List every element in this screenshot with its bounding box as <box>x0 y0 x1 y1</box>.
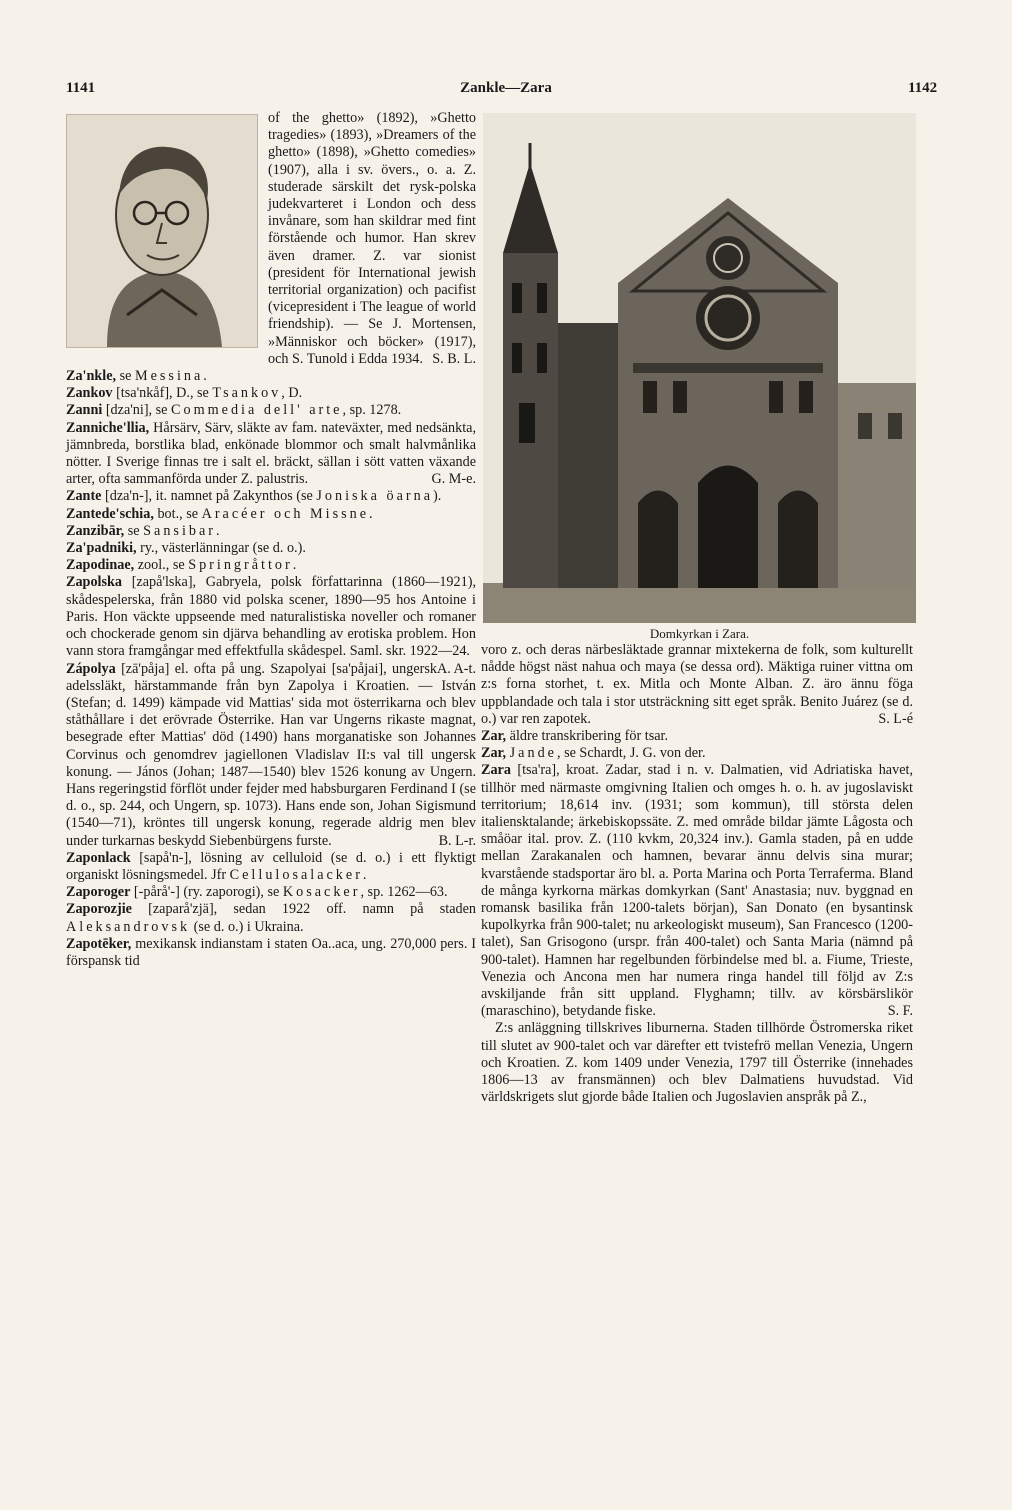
entry-text: mexikansk indianstam i staten Oa..aca, ung. 270,000 pers. I förspansk tid <box>66 935 476 969</box>
dictionary-entry <box>66 936 476 970</box>
entry-text: [zapå'lska], Gabryela, polsk författarinna (1860—1921), skådespelerska, från 1880 vid polska scener, 1890—95 hos Antoine i Paris. Hon väckte uppseende med naturalistiska noveller och romaner och chockerade genom sin djärva behandling av erotiska problem. Hon vann stora framgångar med effektfulla skådespel. Saml. skr. 1922—24. <box>66 574 476 660</box>
entry-cross-reference: Jande <box>509 745 557 762</box>
dictionary-entry <box>481 728 913 745</box>
entry-text: zool., se <box>134 557 189 574</box>
dictionary-entry <box>66 402 476 419</box>
entry-text: se <box>124 522 144 539</box>
entry-text: ry., västerlänningar (se d. o.). <box>136 540 306 557</box>
entry-headword: Zaponlack <box>66 849 131 866</box>
entry-cross-reference: Cellulosalacker <box>229 866 363 883</box>
entry-headword: Za'nkle, <box>66 368 117 385</box>
entry-headword: Zar, <box>481 745 507 762</box>
entry-headword: Za'padniki, <box>66 540 137 557</box>
entry-headword: Zanzibār, <box>66 522 125 539</box>
entry-text: se <box>116 368 135 385</box>
entry-headword: Zara <box>481 762 511 779</box>
entry-signature: S. F. <box>887 1003 913 1020</box>
dictionary-entry <box>66 884 476 901</box>
dictionary-entry <box>66 901 476 935</box>
dictionary-entry <box>66 523 476 540</box>
entry-signature: G. M-e. <box>431 471 476 488</box>
dictionary-entry <box>481 762 913 1020</box>
entry-headword: Zankov <box>66 385 113 402</box>
entry-cross-reference: Aracéer och Missne <box>201 505 370 522</box>
page-number-right: 1142 <box>908 80 938 96</box>
dictionary-entry <box>66 506 476 523</box>
entry-cross-reference: Sansibar <box>143 522 217 539</box>
page-number-left: 1141 <box>66 80 96 96</box>
entry-headword: Zapotēker, <box>66 935 132 952</box>
entry-tail: . <box>203 368 207 385</box>
entry-tail: . <box>369 505 373 522</box>
entry-text: [tsa'nkåf], D., se <box>112 385 213 402</box>
entry-tail: , sp. 1278. <box>342 402 402 419</box>
entry-signature: A. A-t. <box>436 660 476 677</box>
entry-text: [tsa'ra], kroat. Zadar, stad i n. v. Dalmatien, vid Adriatiska havet, tillhör med närmaste omgivning Italien och omges h. o. h. av jugoslaviskt territorium; 18,614 inv. (1931; som kommun), till största delen italiensktalande; ärkebiskopssäte. Z. med område bildar jämte Lågosta och småöar ital. prov. Z. (110 kvkm, 20,324 inv.). Gamla staden, på en udde mellan Zarakanalen och hamnen, bevarar ännu delvis sina murar; kvarstående stadsportar äro bl. a. Porta Marina och Porta Terraferma. Bland de många kyrkorna märkas domkyrkan (Sant' Anastasia; nuv. byggnad en romansk basilika från 1200-talets början), San Donato (en bysantinsk kupolkyrka från 900-talet; nu arkeologiskt museum), San Francesco (1200-talet), San Grisogono (urspr. från 400-talet) och Santa Maria (nämnd på 900-talet). Hamnen har regelbunden förbindelse med bl. a. Fiume, Trieste, Venezia och Ancona men har numera ringa handel till följd av Z:s avskiljande från sitt uppland. Flyghamn; tillv. av körsbärslikör (maraschino), betydande fiske. <box>481 762 913 1020</box>
intro-paragraph: of the ghetto» (1892), »Ghetto tragedies» (1893), »Dreamers of the ghetto» (1898), »Ghetto comedies» (1907), alla i sv. övers., o. a. Z. studerade särskilt det rysk-polska judekvarteret i London och dess invånare, som han skildrar med fint förstående och humor. Han skrev även dramer. Z. var sionist (president för International jewish territorial organization) och pacifist (vicepresident i The league of world friendship). — Se J. Mortensen, »Människor och böcker» (1917), och S. Tunold i Edda 1934. S. B. L. <box>268 110 476 367</box>
entry-text: [zā'påja] el. ofta på ung. Szapolyai [sa'påjai], ungersk adelssläkt, härstammande från byn Zapolya i Kroatien. — István (Stefan; d. 1499) kämpade vid Mattias' sida mot österrikarna och blev ståthållare i det erövrade Österrike. Han var Ungerns rikaste magnat, besegrade efter Mattias' död (1490) hans morganatiske son Johannes Corvinus och genomdrev jagiellonen Vladislav II:s val till ungersk konung. — János (Johan; 1487—1540) blev 1526 konung av Ungern. Hans regeringstid förflöt under fejder med habsburgaren Ferdinand I (se d. o., sp. 244, och Ungern, sp. 1073). Hans ende son, Johan Sigismund (1540—71), kröntes till ungersk konung, regerade aldrig men blev under turkarnas beskydd Siebenbürgens furste. <box>66 660 476 849</box>
portrait-illustration <box>66 114 258 348</box>
dictionary-entry <box>66 557 476 574</box>
entry-text: [dza'n-], it. namnet på Zakynthos (se <box>101 488 317 505</box>
entry-cross-reference: Aleksandrovsk <box>66 918 191 935</box>
entry-tail: (se d. o.) i Ukraina. <box>190 918 304 935</box>
dictionary-entry <box>66 420 476 489</box>
dictionary-entry <box>66 368 476 385</box>
entry-cross-reference: Springråttor <box>188 557 293 574</box>
dictionary-entry <box>66 850 476 884</box>
entry-headword: Zápolya <box>66 660 116 677</box>
entry-headword: Zapolska <box>66 574 122 591</box>
entry-cross-reference: Kosacker <box>282 884 361 901</box>
entry-text: äldre transkribering för tsar. <box>506 728 669 745</box>
entry-cross-reference: Tsankov <box>212 385 282 402</box>
running-head: Zankle—Zara <box>460 80 552 96</box>
entry-tail: ). <box>433 488 442 505</box>
entry-headword: Zante <box>66 488 102 505</box>
entry-headword: Zantede'schia, <box>66 505 154 522</box>
entry-headword: Zanniche'llia, <box>66 419 150 436</box>
entry-headword: Zapodinae, <box>66 557 135 574</box>
dictionary-entry <box>481 745 913 762</box>
dictionary-entry <box>66 540 476 557</box>
entry-headword: Zanni <box>66 402 103 419</box>
dictionary-entry <box>66 385 476 402</box>
entry-signature: B. L-r. <box>438 832 476 849</box>
left-entry-list <box>66 368 476 970</box>
cathedral-photo <box>483 113 916 623</box>
right-entry-list <box>481 728 913 1020</box>
photo-caption: Domkyrkan i Zara. <box>649 626 750 641</box>
entry-text: [dza'ni], se <box>102 402 172 419</box>
dictionary-entry <box>66 488 476 505</box>
entry-tail: . <box>362 866 367 883</box>
entry-headword: Zaporoger <box>66 884 131 901</box>
entry-headword: Zaporozjie <box>66 901 132 918</box>
entry-tail: , se Schardt, J. G. von der. <box>556 745 706 762</box>
entry-cross-reference: Joniska öarna <box>316 488 433 505</box>
entry-text: [zaparå'zjä], sedan 1922 off. namn på staden <box>131 901 476 918</box>
right-column <box>481 642 913 1106</box>
continuation-paragraph: voro z. och deras närbesläktade grannar mixtekerna de folk, som kulturellt nådde högst näst nahua och maya (se dessa ord). Mäktiga ruiner vittna om z:s forna storhet, t. ex. Mitla och Monte Alban. Z. äro ännu föga uppblandade och tala i stor utsträckning sitt eget språk. Benito Juárez (se d. o.) var ren zapotek. S. L-é <box>481 642 913 727</box>
entry-cross-reference: Messina <box>135 368 204 385</box>
entry-tail: . <box>216 522 220 539</box>
entry-text: bot., se <box>153 505 202 522</box>
entry-text: [-pårå'-] (ry. zaporogi), se <box>130 884 283 901</box>
history-paragraph: Z:s anläggning tillskrives liburnerna. Staden tillhörde Östromerska riket till slutet av 900-talet och var därefter ett tvistefrö mellan Venezia, Ungern och Kroatien. Z. kom 1409 under Venezia, 1797 till Österrike (innehades 1806—13 av fransmännen) och blev Dalmatiens huvudstad. Vid världskrigets slut gjorde både Italien och Jugoslavien anspråk på Z., <box>481 1020 913 1106</box>
dictionary-entry <box>66 661 476 850</box>
left-column <box>66 110 476 970</box>
entry-text: [sapå'n-], lösning av celluloid (se d. o.) i ett flyktigt organiskt lösningsmedel. Jfr <box>66 849 476 883</box>
entry-tail: . <box>292 557 297 574</box>
entry-text: Hårsärv, Särv, släkte av fam. nateväxter, med nedsänkta, jämnbreda, borstlika blad, enkönade blommor och smalt halvmånlika nötter. I Sverige finnas tre i salt el. bräckt, sällan i sött vatten växande arter, ofta sammanförda under Z. palustris. <box>66 419 476 488</box>
entry-tail: , sp. 1262—63. <box>360 884 448 901</box>
entry-tail: , D. <box>281 385 303 402</box>
entry-cross-reference: Commedia dell' arte <box>171 402 343 419</box>
entry-headword: Zar, <box>481 728 507 745</box>
